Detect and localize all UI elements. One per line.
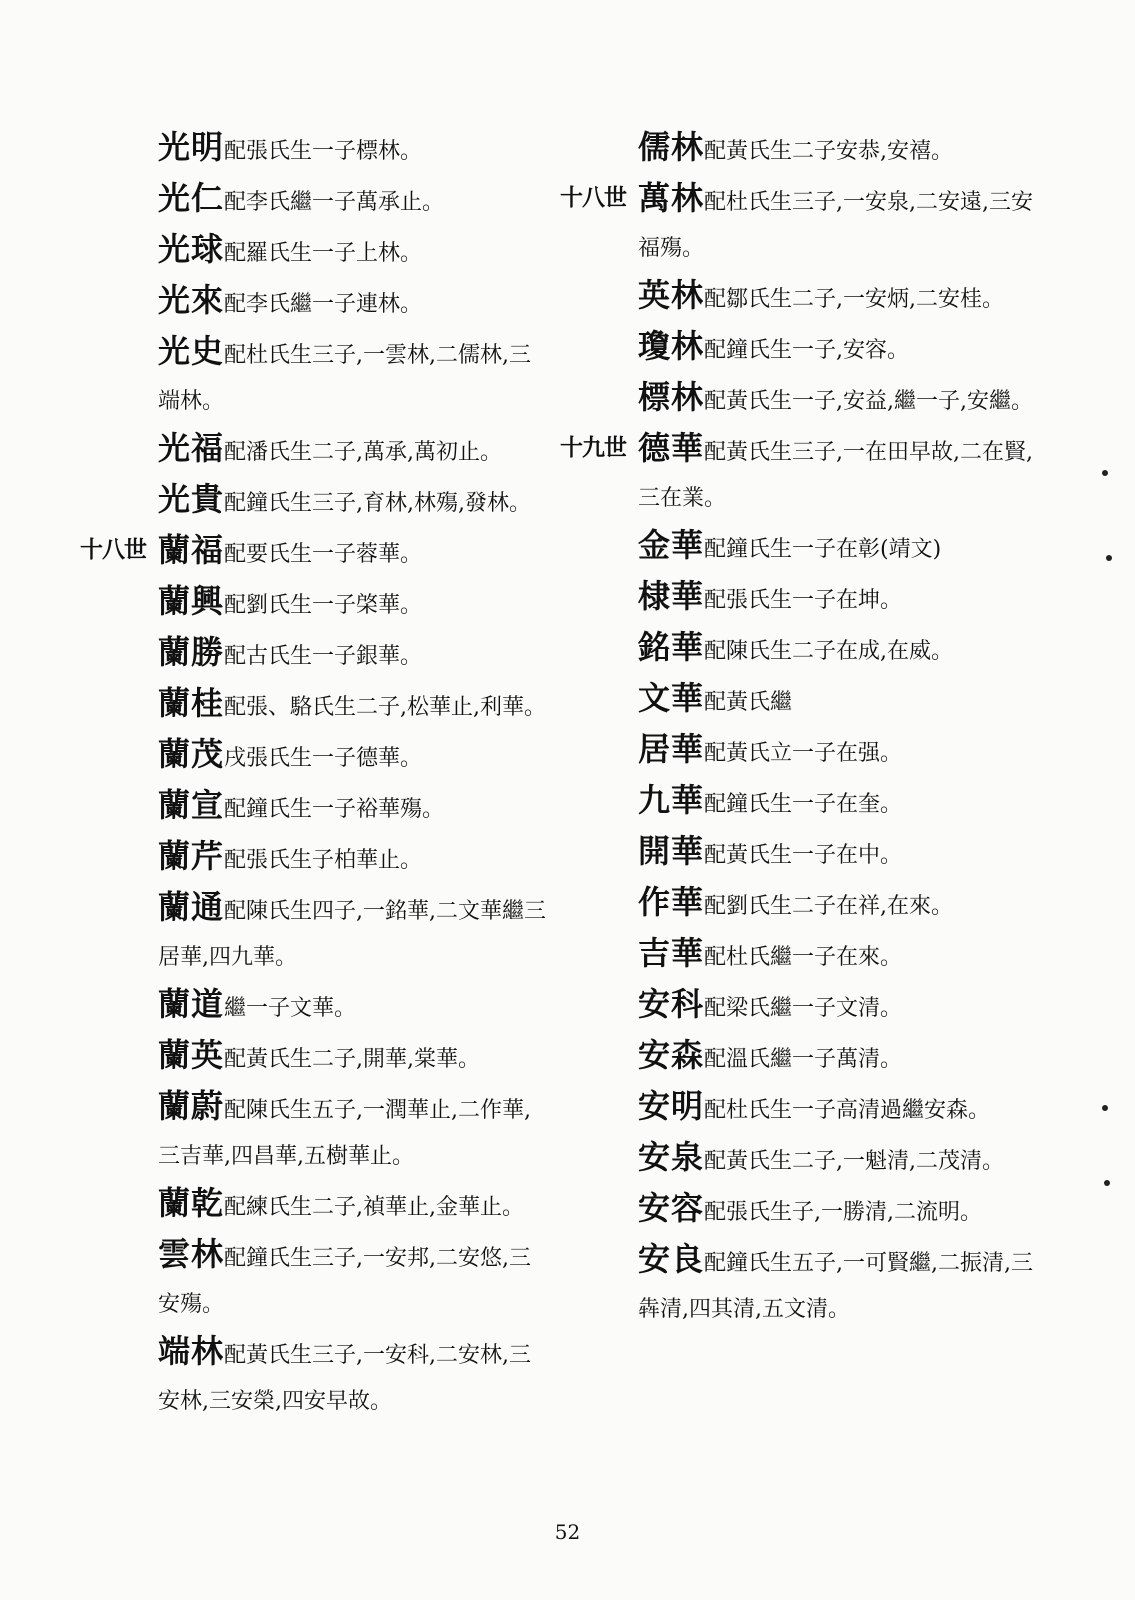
- entry-蘭桂: [80, 680, 550, 731]
- entry-蘭芹: [80, 833, 550, 884]
- entry-text: 配陳氏生五子,一潤華止,二作華,三吉華,四昌華,五樹華止。: [158, 1098, 531, 1169]
- entry-蘭興: [80, 578, 550, 629]
- entry-text: 繼一子文華。: [224, 996, 357, 1021]
- person-name: 蘭桂: [158, 684, 225, 722]
- right-column: [560, 124, 1040, 1333]
- entry-text: 配張氏生一子標林。: [224, 139, 423, 164]
- entry-text: 配鐘氏生三子,一安邦,二安悠,三安殤。: [158, 1246, 531, 1317]
- entry-安良: [560, 1236, 1040, 1333]
- entry-text: 配杜氏生三子,一安泉,二安遠,三安福殤。: [638, 190, 1033, 261]
- entry-text: 配劉氏生一子棨華。: [224, 593, 423, 618]
- entry-光來: [80, 277, 550, 328]
- entry-蘭蔚: [80, 1083, 550, 1180]
- person-name: 蘭蔚: [158, 1087, 225, 1125]
- entry-棣華: [560, 573, 1040, 624]
- entry-text: 配黃氏繼: [704, 690, 793, 715]
- entry-安明: [560, 1083, 1040, 1134]
- entry-雲林: [80, 1231, 550, 1328]
- entry-光仁: [80, 175, 550, 226]
- entry-text: 配黃氏生三子,一在田早故,二在賢,三在業。: [638, 440, 1033, 511]
- generation-label: 十九世: [560, 434, 626, 461]
- person-name: 萬林: [638, 179, 705, 217]
- entry-text: 配李氏繼一子萬承止。: [224, 190, 445, 215]
- entry-text: 配鐘氏生三子,育林,林殤,發林。: [224, 491, 531, 516]
- entry-text: 戌張氏生一子德華。: [224, 746, 423, 771]
- person-name: 端林: [158, 1332, 225, 1370]
- person-name: 蘭英: [158, 1036, 225, 1074]
- entry-安泉: [560, 1134, 1040, 1185]
- person-name: 蘭乾: [158, 1184, 225, 1222]
- entry-蘭英: [80, 1032, 550, 1083]
- entry-text: 配古氏生一子銀華。: [224, 644, 423, 669]
- entry-text: 配鐘氏生一子,安容。: [704, 338, 910, 363]
- entry-text: 配梁氏繼一子文清。: [704, 996, 903, 1021]
- entry-安森: [560, 1032, 1040, 1083]
- page-number: 52: [554, 1520, 581, 1544]
- entry-text: 配鐘氏生五子,一可賢繼,二振清,三犇清,四其清,五文清。: [638, 1251, 1033, 1322]
- person-name: 開華: [638, 832, 705, 870]
- scan-speck: [1102, 470, 1108, 476]
- entry-text: 配要氏生一子蓉華。: [224, 542, 423, 567]
- entry-金華: [560, 522, 1040, 573]
- entry-text: 配羅氏生一子上林。: [224, 241, 423, 266]
- generation-label: 十八世: [80, 536, 146, 563]
- person-name: 儒林: [638, 128, 705, 166]
- entry-text: 配黃氏生二子,一魁清,二茂清。: [704, 1149, 1005, 1174]
- entry-text: 配鐘氏生一子在彰(靖文): [704, 537, 942, 562]
- entry-text: 配鄒氏生二子,一安炳,二安桂。: [704, 287, 1005, 312]
- person-name: 蘭興: [158, 582, 225, 620]
- entry-蘭勝: [80, 629, 550, 680]
- person-name: 文華: [638, 679, 705, 717]
- scan-speck: [1106, 555, 1112, 561]
- person-name: 光史: [158, 332, 225, 370]
- person-name: 雲林: [158, 1235, 225, 1273]
- scan-speck: [1104, 1180, 1110, 1186]
- person-name: 英林: [638, 276, 705, 314]
- person-name: 光來: [158, 281, 225, 319]
- entry-text: 配張氏生子,一勝清,二流明。: [704, 1200, 983, 1225]
- entry-作華: [560, 879, 1040, 930]
- person-name: 安泉: [638, 1138, 705, 1176]
- person-name: 安容: [638, 1189, 705, 1227]
- entry-銘華: [560, 624, 1040, 675]
- entry-英林: [560, 272, 1040, 323]
- entry-標林: [560, 374, 1040, 425]
- entry-text: 配杜氏生一子高清過繼安森。: [704, 1098, 991, 1123]
- person-name: 蘭宣: [158, 786, 225, 824]
- entry-開華: [560, 828, 1040, 879]
- entry-吉華: [560, 930, 1040, 981]
- person-name: 作華: [638, 883, 705, 921]
- entry-text: 配陳氏生二子在成,在威。: [704, 639, 954, 664]
- entry-text: 配杜氏生三子,一雲林,二儒林,三端林。: [158, 343, 531, 414]
- person-name: 安科: [638, 985, 705, 1023]
- entry-儒林: [560, 124, 1040, 175]
- entry-光明: [80, 124, 550, 175]
- person-name: 蘭茂: [158, 735, 225, 773]
- person-name: 光明: [158, 128, 225, 166]
- person-name: 光福: [158, 429, 225, 467]
- entry-text: 配陳氏生四子,一銘華,二文華繼三居華,四九華。: [158, 899, 547, 970]
- entry-萬林: [560, 175, 1040, 272]
- entry-text: 配黃氏生一子在中。: [704, 843, 903, 868]
- person-name: 安良: [638, 1240, 705, 1278]
- entry-text: 配黃氏生二子安恭,安禧。: [704, 139, 954, 164]
- person-name: 銘華: [638, 628, 705, 666]
- entry-text: 配張氏生子柏華止。: [224, 848, 423, 873]
- entry-text: 配黃氏立一子在强。: [704, 741, 903, 766]
- entry-光貴: [80, 476, 550, 527]
- entry-蘭乾: [80, 1180, 550, 1231]
- entry-text: 配李氏繼一子連林。: [224, 292, 423, 317]
- person-name: 蘭道: [158, 985, 225, 1023]
- person-name: 蘭福: [158, 531, 225, 569]
- entry-text: 配黃氏生一子,安益,繼一子,安繼。: [704, 389, 1033, 414]
- person-name: 德華: [638, 429, 705, 467]
- person-name: 居華: [638, 730, 705, 768]
- entry-text: 配鐘氏生一子裕華殤。: [224, 797, 445, 822]
- entry-居華: [560, 726, 1040, 777]
- entry-蘭福: [80, 527, 550, 578]
- entry-text: 配溫氏繼一子萬清。: [704, 1047, 903, 1072]
- entry-蘭宣: [80, 782, 550, 833]
- entry-蘭茂: [80, 731, 550, 782]
- person-name: 吉華: [638, 934, 705, 972]
- entry-光福: [80, 425, 550, 476]
- person-name: 蘭勝: [158, 633, 225, 671]
- person-name: 蘭通: [158, 888, 225, 926]
- entry-端林: [80, 1328, 550, 1425]
- entry-text: 配杜氏繼一子在來。: [704, 945, 903, 970]
- entry-光球: [80, 226, 550, 277]
- person-name: 瓊林: [638, 327, 705, 365]
- entry-text: 配黃氏生二子,開華,棠華。: [224, 1047, 481, 1072]
- entry-安科: [560, 981, 1040, 1032]
- entry-text: 配練氏生二子,禎華止,金華止。: [224, 1195, 525, 1220]
- entry-text: 配張氏生一子在坤。: [704, 588, 903, 613]
- entry-瓊林: [560, 323, 1040, 374]
- entry-text: 配黃氏生三子,一安科,二安林,三安林,三安榮,四安早故。: [158, 1343, 531, 1414]
- entry-光史: [80, 328, 550, 425]
- entry-text: 配張、駱氏生二子,松華止,利華。: [224, 695, 547, 720]
- person-name: 安森: [638, 1036, 705, 1074]
- scan-speck: [1102, 1105, 1108, 1111]
- person-name: 光球: [158, 230, 225, 268]
- person-name: 安明: [638, 1087, 705, 1125]
- person-name: 九華: [638, 781, 705, 819]
- entry-text: 配劉氏生二子在祥,在來。: [704, 894, 954, 919]
- entry-九華: [560, 777, 1040, 828]
- entry-文華: [560, 675, 1040, 726]
- person-name: 棣華: [638, 577, 705, 615]
- entry-安容: [560, 1185, 1040, 1236]
- generation-label: 十八世: [560, 184, 626, 211]
- entry-text: 配潘氏生二子,萬承,萬初止。: [224, 440, 503, 465]
- entry-蘭道: [80, 981, 550, 1032]
- entry-蘭通: [80, 884, 550, 981]
- person-name: 金華: [638, 526, 705, 564]
- entry-德華: [560, 425, 1040, 522]
- person-name: 光貴: [158, 480, 225, 518]
- person-name: 標林: [638, 378, 705, 416]
- person-name: 蘭芹: [158, 837, 225, 875]
- left-column: [80, 124, 550, 1425]
- person-name: 光仁: [158, 179, 225, 217]
- entry-text: 配鐘氏生一子在奎。: [704, 792, 903, 817]
